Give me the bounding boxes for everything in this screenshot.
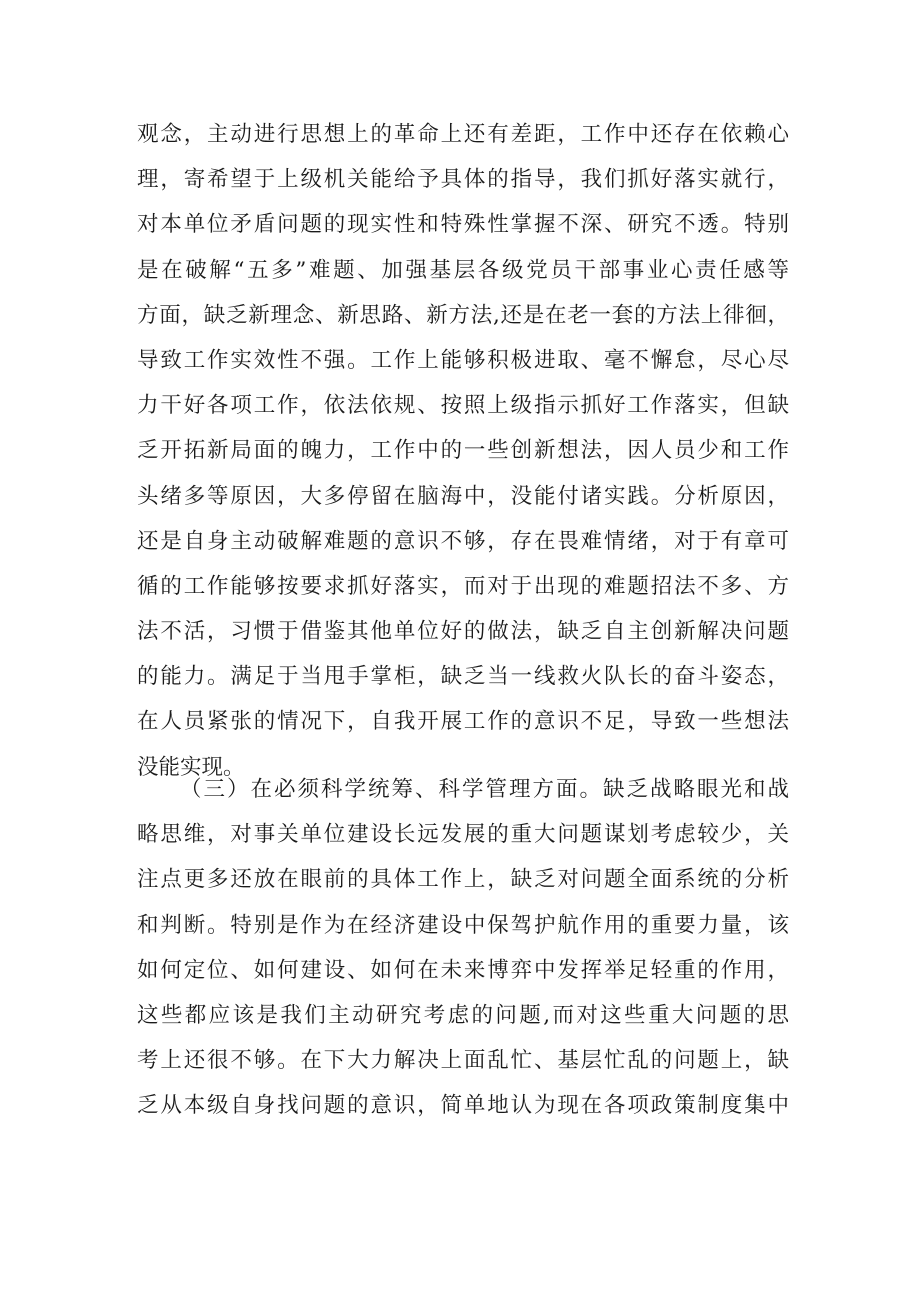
text-line: 和判断。特别是作为在经济建设中保驾护航作用的重要力量，该 xyxy=(137,912,789,938)
text-line: 法不活，习惯于借鉴其他单位好的做法，缺乏自主创新解决问题 xyxy=(137,619,789,645)
text-line: 考上还很不够。在下大力解决上面乱忙、基层忙乱的问题上，缺 xyxy=(137,1048,789,1074)
text-line: 如何定位、如何建设、如何在未来博弈中发挥举足轻重的作用， xyxy=(137,957,789,983)
text-line: 观念，主动进行思想上的革命上还有差距，工作中还存在依赖心 xyxy=(137,122,789,147)
text-line: 还是自身主动破解难题的意识不够，存在畏难情绪，对于有章可 xyxy=(137,528,789,554)
text-line: 对本单位矛盾问题的现实性和特殊性掌握不深、研究不透。特别 xyxy=(137,212,789,238)
body-paragraph-1 xyxy=(137,112,789,790)
text-line: 力干好各项工作，依法依规、按照上级指示抓好工作落实，但缺 xyxy=(137,393,789,419)
text-line: 乏从本级自身找问题的意识，简单地认为现在各项政策制度集中 xyxy=(137,1093,789,1119)
text-line: 没能实现。 xyxy=(137,754,245,780)
text-line: 头绪多等原因，大多停留在脑海中，没能付诸实践。分析原因， xyxy=(137,483,789,509)
text-line: 乏开拓新局面的魄力，工作中的一些创新想法，因人员少和工作 xyxy=(137,438,789,464)
text-line: 导致工作实效性不强。工作上能够积极进取、毫不懈怠，尽心尽 xyxy=(137,347,789,373)
text-line: 是在破解“五多”难题、加强基层各级党员干部事业心责任感等 xyxy=(137,257,789,283)
section-heading-line: （三）在必须科学统筹、科学管理方面。缺乏战略眼光和战 xyxy=(180,777,789,802)
body-paragraph-2 xyxy=(137,767,789,1129)
text-line: 循的工作能够按要求抓好落实，而对于出现的难题招法不多、方 xyxy=(137,573,789,599)
text-line: 略思维，对事关单位建设长远发展的重大问题谋划考虑较少，关 xyxy=(137,822,789,848)
text-line: 理，寄希望于上级机关能给予具体的指导，我们抓好落实就行， xyxy=(137,167,789,193)
text-line: 这些都应该是我们主动研究考虑的问题,而对这些重大问题的思 xyxy=(137,1002,789,1028)
text-line: 在人员紧张的情况下，自我开展工作的意识不足，导致一些想法 xyxy=(137,709,789,735)
text-line: 方面，缺乏新理念、新思路、新方法,还是在老一套的方法上徘徊， xyxy=(137,302,789,328)
text-line: 注点更多还放在眼前的具体工作上，缺乏对问题全面系统的分析 xyxy=(137,867,789,893)
text-line: 的能力。满足于当甩手掌柜，缺乏当一线救火队长的奋斗姿态， xyxy=(137,664,789,690)
